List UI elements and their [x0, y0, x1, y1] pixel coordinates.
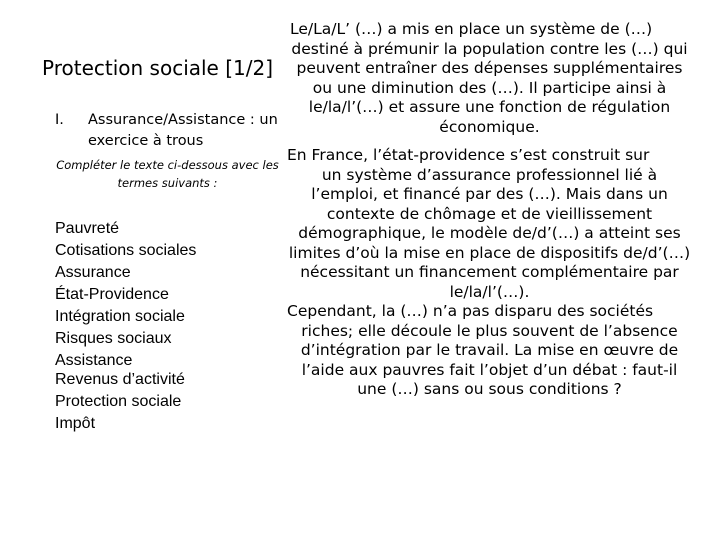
term-item: Risques sociaux: [55, 330, 172, 347]
term-item: Protection sociale: [55, 393, 182, 410]
term-item: Assurance: [55, 264, 131, 281]
paragraph-3: [287, 302, 692, 400]
slide-title: Protection sociale [1/2]: [42, 56, 274, 80]
paragraph-2-first-line: En France, l’état-providence s’est construit sur: [287, 146, 650, 164]
section-title: Assurance/Assistance : un exercice à trous: [88, 112, 278, 149]
paragraph-2: [287, 146, 692, 302]
paragraph-3-body: riches; elle découle le plus souvent de l’absence d’intégration par le travail. La mise en œuvre de l’aide aux pauvres fait l’objet d’un débat : faut-il une (…) sans ou sous conditions ?: [300, 321, 679, 398]
paragraph-1: [287, 20, 692, 137]
term-item: Revenus d’activité: [55, 371, 185, 388]
instruction-text: Compléter le texte ci-dessous avec les termes suivants :: [56, 158, 279, 190]
term-item: État-Providence: [55, 286, 169, 303]
paragraph-3-first-line: Cependant, la (…) n’a pas disparu des sociétés: [287, 302, 654, 320]
section-number: I.: [55, 112, 64, 128]
paragraph-2-body: un système d’assurance professionnel lié à l’emploi, et financé par des (…). Mais dans un contexte de chômage et de vieillissement démographique, le modèle de/d’(…) a atteint ses limites d’où la mise en place de dispositifs de/d’(…) nécessitant un financement complémentaire par le/la/l’(…).: [288, 165, 691, 301]
term-item: Intégration sociale: [55, 308, 185, 325]
term-item: Cotisations sociales: [55, 242, 197, 259]
paragraph-1-body: destiné à prémunir la population contre les (…) qui peuvent entraîner des dépenses supplémentaires ou une diminution des (…). Il participe ainsi à le/la/l’(…) et assure une fonction de régulation économique.: [291, 39, 688, 136]
term-item: Pauvreté: [55, 220, 120, 237]
term-item: Impôt: [55, 415, 96, 432]
paragraph-1-first-line: Le/La/L’ (…) a mis en place un système de (…): [290, 20, 653, 38]
term-item: Assistance: [55, 352, 133, 369]
